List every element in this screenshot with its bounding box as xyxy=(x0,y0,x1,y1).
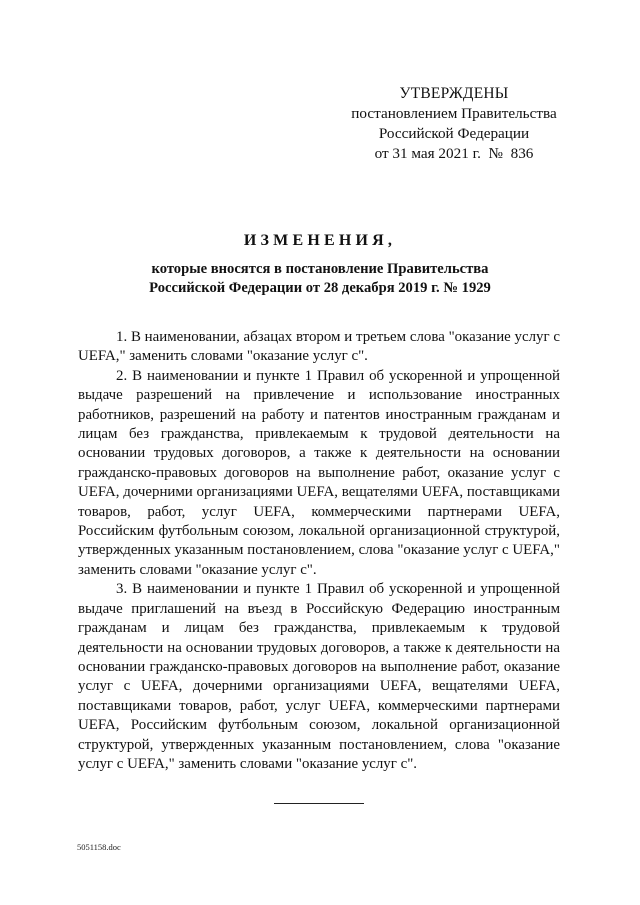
document-subtitle-line-2: Российской Федерации от 28 декабря 2019 г. № 1929 xyxy=(149,280,491,296)
end-rule xyxy=(274,803,364,804)
paragraph-3: 3. В наименовании и пункте 1 Правил об ускоренной и упрощенной выдаче приглашений на въезд в Российскую Федерацию иностранным гражданам и лицам без гражданства, привлекаемым к трудовой деятельности на основании трудовых договоров, а также к деятельности на основании гражданско-правовых договоров на выполнение работ, оказание услуг с UEFA, дочерними организациями UEFA, вещателями UEFA, поставщиками товаров, работ, услуг UEFA, коммерческими партнерами UEFA, Российским футбольным союзом, локальной организационной структурой, утвержденных указанным постановлением, слова "оказание услуг с UEFA," заменить словами "оказание услуг с". xyxy=(78,581,560,772)
approval-line-date-number: от 31 мая 2021 г. № 836 xyxy=(374,145,534,162)
document-subtitle-line-1: которые вносятся в постановление Правительства xyxy=(151,261,489,277)
paragraph-1: 1. В наименовании, абзацах втором и третьем слова "оказание услуг с UEFA," заменить словами "оказание услуг с". xyxy=(78,329,560,365)
document-title: ИЗМЕНЕНИЯ, xyxy=(243,232,397,249)
footer-doc-code: 5051158.doc xyxy=(77,842,121,852)
paragraph-2: 2. В наименовании и пункте 1 Правил об ускоренной и упрощенной выдаче разрешений на привлечение и использование иностранных работников, разрешений на работу и патентов иностранным гражданам и лицам без гражданства, привлекаемым к трудовой деятельности на основании трудовых договоров, а также к деятельности на основании гражданско-правовых договоров на выполнение работ, оказание услуг с UEFA, дочерними организациями UEFA, вещателями UEFA, поставщиками товаров, работ, услуг UEFA, коммерческими партнерами UEFA, Российским футбольным союзом, локальной организационной структурой, утвержденных указанным постановлением, слова "оказание услуг с UEFA," заменить словами "оказание услуг с". xyxy=(78,367,560,578)
document-heading xyxy=(0,231,640,298)
document-body xyxy=(78,328,560,774)
approval-line-decree: постановлением Правительства xyxy=(351,105,557,122)
approval-line-federation: Российской Федерации xyxy=(378,125,530,142)
approved-title: УТВЕРЖДЕНЫ xyxy=(399,85,509,102)
approval-stamp xyxy=(330,84,578,164)
